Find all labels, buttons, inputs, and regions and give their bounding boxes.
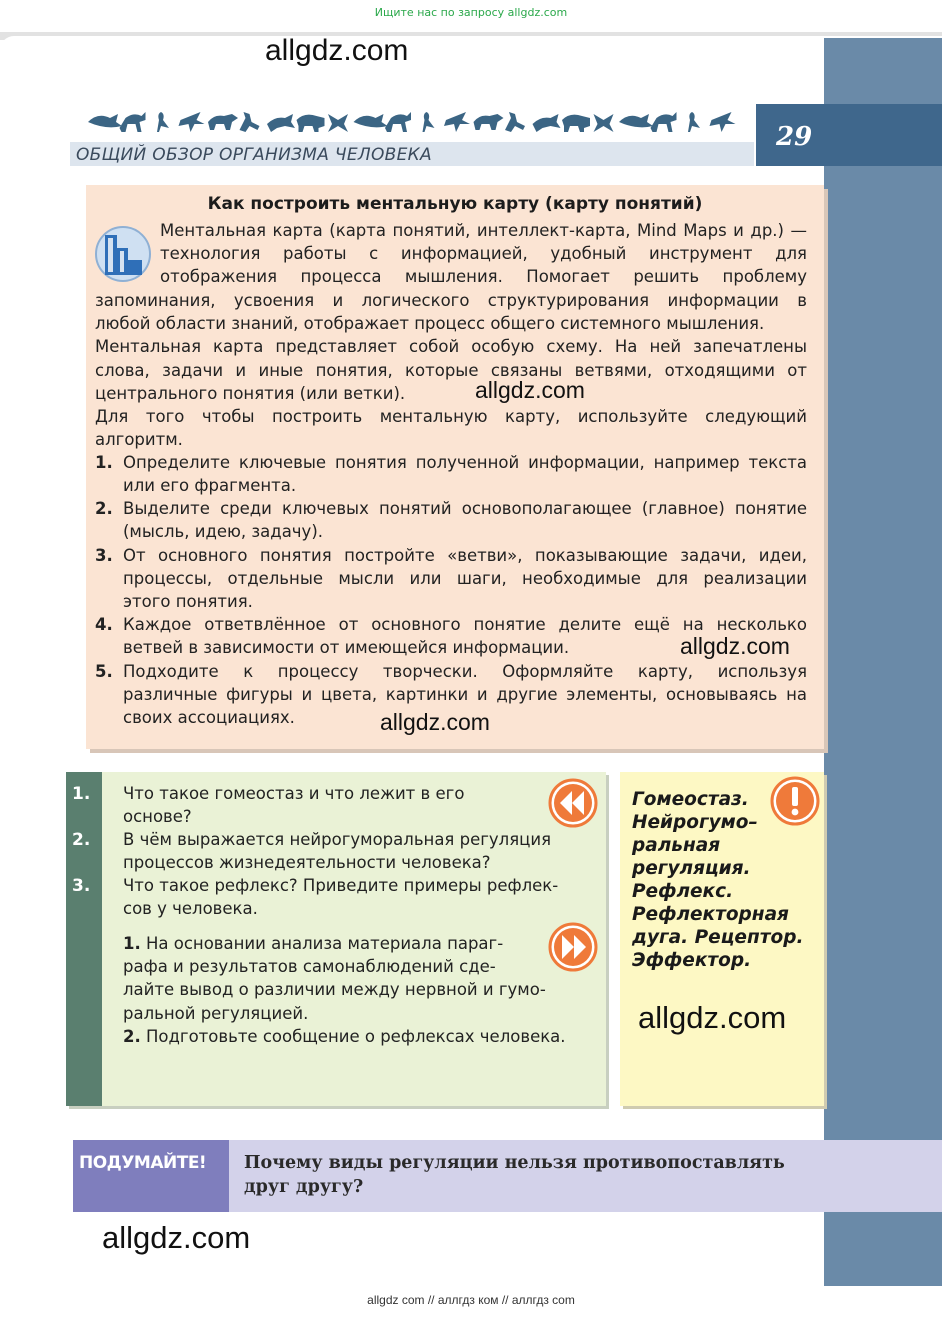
watermark: allgdz.com [680, 633, 790, 659]
animal-silhouette [533, 114, 561, 132]
question-2 [123, 828, 583, 874]
top-note[interactable]: Ищите нас по запросу allgdz.com [374, 6, 568, 19]
animal-silhouette [354, 114, 388, 127]
key-term: дуга. Рецептор. [632, 927, 804, 948]
animal-silhouette [710, 112, 736, 132]
animal-silhouette [562, 115, 590, 132]
info-paragraph-line: отображения процесса мышления. Помогает решить проблему [160, 267, 807, 287]
step-line: Определите ключевые понятия полученной информации, например текста [123, 453, 807, 472]
step-line: процессы, отдельные мысли или шаги, необходимые для реализации [123, 569, 807, 589]
animal-silhouette [594, 114, 614, 132]
think-line: Почему виды регуляции нельзя противопоставлять [244, 1153, 785, 1173]
step-number: 1. [95, 453, 113, 472]
animal-silhouette [651, 112, 677, 132]
task-line: Подготовьте сообщение о рефлексах человека. [140, 1026, 566, 1046]
key-term: Рефлекторная [632, 904, 789, 925]
step-line: Выделите среди ключевых понятий основополагающее (главное) понятие [123, 499, 807, 518]
section-title: ОБЩИЙ ОБЗОР ОРГАНИЗМА ЧЕЛОВЕКА [76, 145, 432, 165]
step-line: различные фигуры и цвета, картинки и другие элементы, основываясь на [123, 685, 807, 705]
animal-silhouette [444, 112, 470, 132]
think-line: друг другу? [244, 1177, 364, 1197]
task-1 [123, 932, 583, 1048]
key-term: Рефлекс. [632, 881, 734, 902]
animal-silhouette [208, 114, 238, 130]
animal-silhouette [328, 114, 348, 132]
step-line: От основного понятия постройте «ветви», показывающие задачи, идеи, [123, 546, 807, 565]
question-line: В чём выражается нейрогуморальная регуляция [123, 830, 552, 849]
footer[interactable]: allgdz com // аллгдз ком // аллгдз com [367, 1293, 575, 1307]
animal-silhouette [157, 112, 169, 132]
question-3 [123, 874, 583, 920]
question-line: процессов жизнедеятельности человека? [123, 853, 491, 873]
task-line: На основании анализа материала параг- [140, 934, 504, 953]
think-question [244, 1151, 824, 1199]
rewind-icon [548, 778, 598, 828]
step-line: Каждое ответвлённое от основного понятие делите ещё на несколько [123, 615, 807, 634]
page-edge-band [824, 38, 942, 1286]
questions-stripe [66, 772, 102, 1106]
info-paragraph-line: слова, задачи и иные понятия, которые связаны ветвями, отходящими от [95, 360, 807, 380]
think-label-box [73, 1140, 229, 1212]
key-term: Эффектор. [632, 950, 752, 971]
animal-silhouette [385, 112, 411, 132]
animal-silhouette [267, 114, 295, 132]
task-line: лайте вывод о различии между нервной и гумо- [123, 980, 546, 1000]
step-1 [95, 451, 807, 497]
animal-silhouette [240, 112, 260, 132]
think-label: ПОДУМАЙТЕ! [79, 1153, 207, 1173]
page-number: 29 [776, 122, 813, 152]
animal-silhouette [505, 112, 525, 132]
step-line: (мысль, идею, задачу). [123, 522, 324, 542]
animal-silhouette [688, 112, 700, 132]
info-paragraph-line: Ментальная карта (карта понятий, интеллект-карта, Mind Maps и др.) — [160, 221, 807, 240]
task-line: ральной регуляцией. [123, 1003, 309, 1023]
info-paragraph-line: запоминания, усвоения и логического структурирования информации в [95, 291, 807, 310]
step-2 [95, 497, 807, 543]
info-paragraph-line: Ментальная карта представляет собой особую схему. На ней запечатлены [95, 337, 807, 357]
step-line: Подходите к процессу творчески. Оформляйте карту, используя [123, 662, 807, 681]
animal-silhouette [88, 114, 122, 127]
step-3 [95, 544, 807, 614]
info-paragraph-line: центрального понятия (или ветки). [95, 383, 406, 403]
question-1 [123, 782, 583, 828]
animal-silhouette [423, 112, 435, 132]
animal-silhouette [474, 114, 504, 130]
watermark: allgdz.com [265, 34, 409, 67]
question-line: основе? [123, 807, 192, 827]
step-number: 5. [95, 662, 113, 681]
key-term: ральная [632, 835, 721, 856]
question-line: сов у человека. [123, 899, 258, 919]
animal-silhouettes-icon [88, 108, 738, 136]
step-number: 4. [95, 615, 113, 634]
info-paragraph-line: Для того чтобы построить ментальную карту, используйте следующий [95, 407, 807, 427]
watermark: allgdz.com [475, 377, 585, 403]
info-title: Как построить ментальную карту (карту понятий) [207, 194, 703, 214]
question-number: 3. [72, 876, 91, 896]
step-line: этого понятия. [123, 592, 253, 612]
step-line: или его фрагмента. [123, 476, 297, 496]
key-term: Гомеостаз. [632, 789, 749, 810]
watermark: allgdz.com [380, 709, 490, 735]
task-number: 1. [123, 934, 141, 953]
watermark: allgdz.com [102, 1220, 251, 1255]
step-line: ветвей в зависимости от имеющейся информации. [123, 638, 570, 658]
question-number: 1. [72, 784, 91, 804]
task-line: рафа и результатов самонаблюдений сде- [123, 957, 496, 977]
key-term: Нейрогумо– [632, 812, 758, 833]
animal-silhouette [619, 114, 653, 127]
animal-silhouette [297, 115, 325, 132]
info-paragraph-line: алгоритм. [95, 430, 183, 450]
book-icon [94, 226, 152, 282]
watermark: allgdz.com [638, 1000, 787, 1035]
task-number: 2. [123, 1026, 141, 1046]
info-paragraph-line: любой области знаний, отображает процесс общего системного мышления. [95, 314, 765, 334]
key-term: регуляция. [632, 858, 751, 879]
step-number: 2. [95, 499, 113, 518]
key-terms [632, 788, 818, 972]
question-number: 2. [72, 830, 91, 850]
step-number: 3. [95, 546, 113, 565]
animal-silhouette [179, 112, 205, 132]
step-line: своих ассоциациях. [123, 708, 295, 728]
animal-silhouette [120, 112, 146, 132]
question-line: Что такое рефлекс? Приведите примеры рефлек- [123, 876, 559, 895]
fast-forward-icon [548, 922, 598, 972]
info-paragraph-line: технология работы с информацией, удобный инструмент для [160, 244, 807, 264]
question-line: Что такое гомеостаз и что лежит в его [123, 784, 465, 803]
